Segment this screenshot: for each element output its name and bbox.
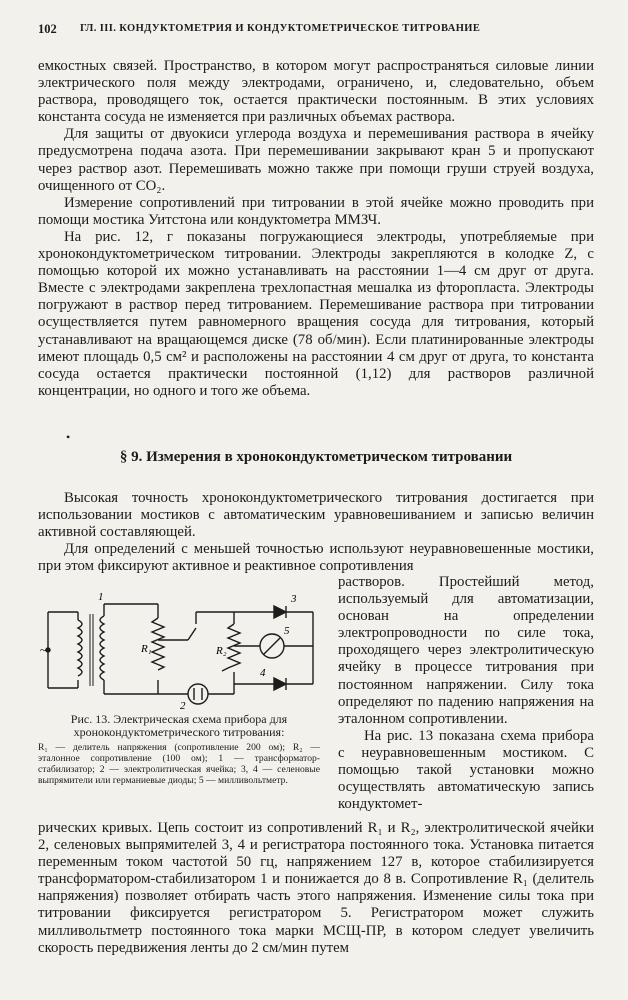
top-text: [38, 58, 594, 400]
running-title: ГЛ. III. КОНДУКТОМЕТРИЯ И КОНДУКТОМЕТРИЧЕСКОЕ ТИТРОВАНИЕ: [80, 23, 481, 34]
figure-caption: Рис. 13. Электрическая схема прибора для хронокондуктометрического титрования:: [70, 712, 288, 739]
electrolytic-cell: [188, 684, 208, 704]
label-2: 2: [180, 700, 186, 710]
paragraph: Высокая точность хронокондуктометрического титрования достигается при использовании мостиков с автоматическим уравновешиванием и записью величин активной составляющей.: [38, 490, 594, 541]
label-r2: R₂: [216, 645, 227, 657]
section-heading: § 9. Измерения в хронокондуктометрическом титровании: [119, 449, 513, 465]
paragraph: Для защиты от двуокиси углерода воздуха и перемешивания раствора в ячейку предусмотрена подача азота. При перемешивании закрывают кран 5 и пропускают через раствор азот. Перемешивать можно также при помощи груши струей воздуха, очищенного от CO₂.: [38, 126, 594, 194]
stray-mark: •: [66, 430, 71, 444]
label-5: 5: [284, 625, 290, 637]
paragraph: Для определений с меньшей точностью используют неуравновешенные мостики, при этом фиксируют активное и реактивное сопротивления: [38, 541, 594, 575]
paragraph: На рис. 12, г показаны погружающиеся электроды, употребляемые при хронокондуктометрическом титровании. Электроды закрепляются в колодке Z, с помощью которой их можно устанавливать на расстоянии 1—4 см друг от друга. Вместе с электродами закреплена трехлопастная мешалка из фторопласта. Электроды погружают в раствор перед титрованием. Перемешивание раствора при титровании осуществляется путем равномерного вращения сосуда для титрования, который устанавливают на вращающемся диске (78 об/мин). Если платинированные электроды имеют площадь 0,5 см² и расположены на расстоянии 4 см друг от друга, то константа сосуда остается практически постоянной (1,12) для растворов различной концентрации, но одного и того же объема.: [38, 228, 594, 399]
diode-3: [274, 606, 286, 618]
page-header: [38, 22, 598, 42]
bottom-text: [38, 820, 594, 957]
paragraph: растворов. Простейший метод, используемый для автоматизации, основан на определении электропроводности по силе тока, проходящего через электролитическую ячейку в процессе титрования при постоянном напряжении. Силу тока определяют по падению напряжения на эталонном сопротивлении.: [338, 574, 594, 727]
paragraph: На рис. 13 показана схема прибора с неуравновешенным мостиком. С помощью такой установки можно осуществлять автоматическую запись кондуктомет-: [338, 727, 594, 813]
secondary-winding: [100, 616, 104, 680]
circuit-diagram: [38, 588, 326, 710]
label-1: 1: [98, 591, 104, 603]
figure-legend: R₁ — делитель напряжения (сопротивление 200 ом); R₂ — эталонное сопротивление (100 ом); 1 — трансформатор-стабилизатор; 2 — электролитическая ячейка; 3, 4 — селеновые выпрямители или германиевые диоды; 5 — милливольтметр.: [38, 742, 320, 786]
section-text: [38, 490, 594, 575]
primary-winding: [78, 620, 82, 676]
resistor-r1: [152, 618, 164, 670]
ac-symbol: ~: [40, 643, 47, 657]
diode-4: [274, 678, 286, 690]
right-column-text: [338, 574, 594, 813]
paragraph: Измерение сопротивлений при титровании в этой ячейке можно проводить при помощи мостика Уитстона или кондуктометра ММЗЧ.: [38, 194, 594, 228]
label-4: 4: [260, 667, 266, 679]
page-number: 102: [38, 22, 57, 36]
paragraph: рических кривых. Цепь состоит из сопротивлений R₁ и R₂, электролитической ячейки 2, селеновых выпрямителей 3, 4 и регистратора постоянного тока. Установка питается переменным током частотой 50 гц, напряжением 127 в, которое стабилизируется трансформатором-стабилизатором 1 и понижается до 8 в. Сопротивление R₁ (делитель напряжения) позволяет отбирать часть этого напряжения. Изменение силы тока при титровании фиксируется регистратором 5. Регистратором может служить милливольтметр постоянного тока марки МСЩ-ПР, в котором следует увеличить скорость передвижения ленты до 2 см/мин путем: [38, 820, 594, 956]
paragraph: емкостных связей. Пространство, в котором могут распространяться силовые линии электрического поля между электродами, ограничено, и, следовательно, объем раствора, проводящего ток, остается практически постоянным. В этих условиях константа сосуда не изменяется при различных объемах раствора.: [38, 58, 594, 126]
label-3: 3: [291, 593, 297, 605]
label-r1: R₁: [141, 643, 152, 655]
